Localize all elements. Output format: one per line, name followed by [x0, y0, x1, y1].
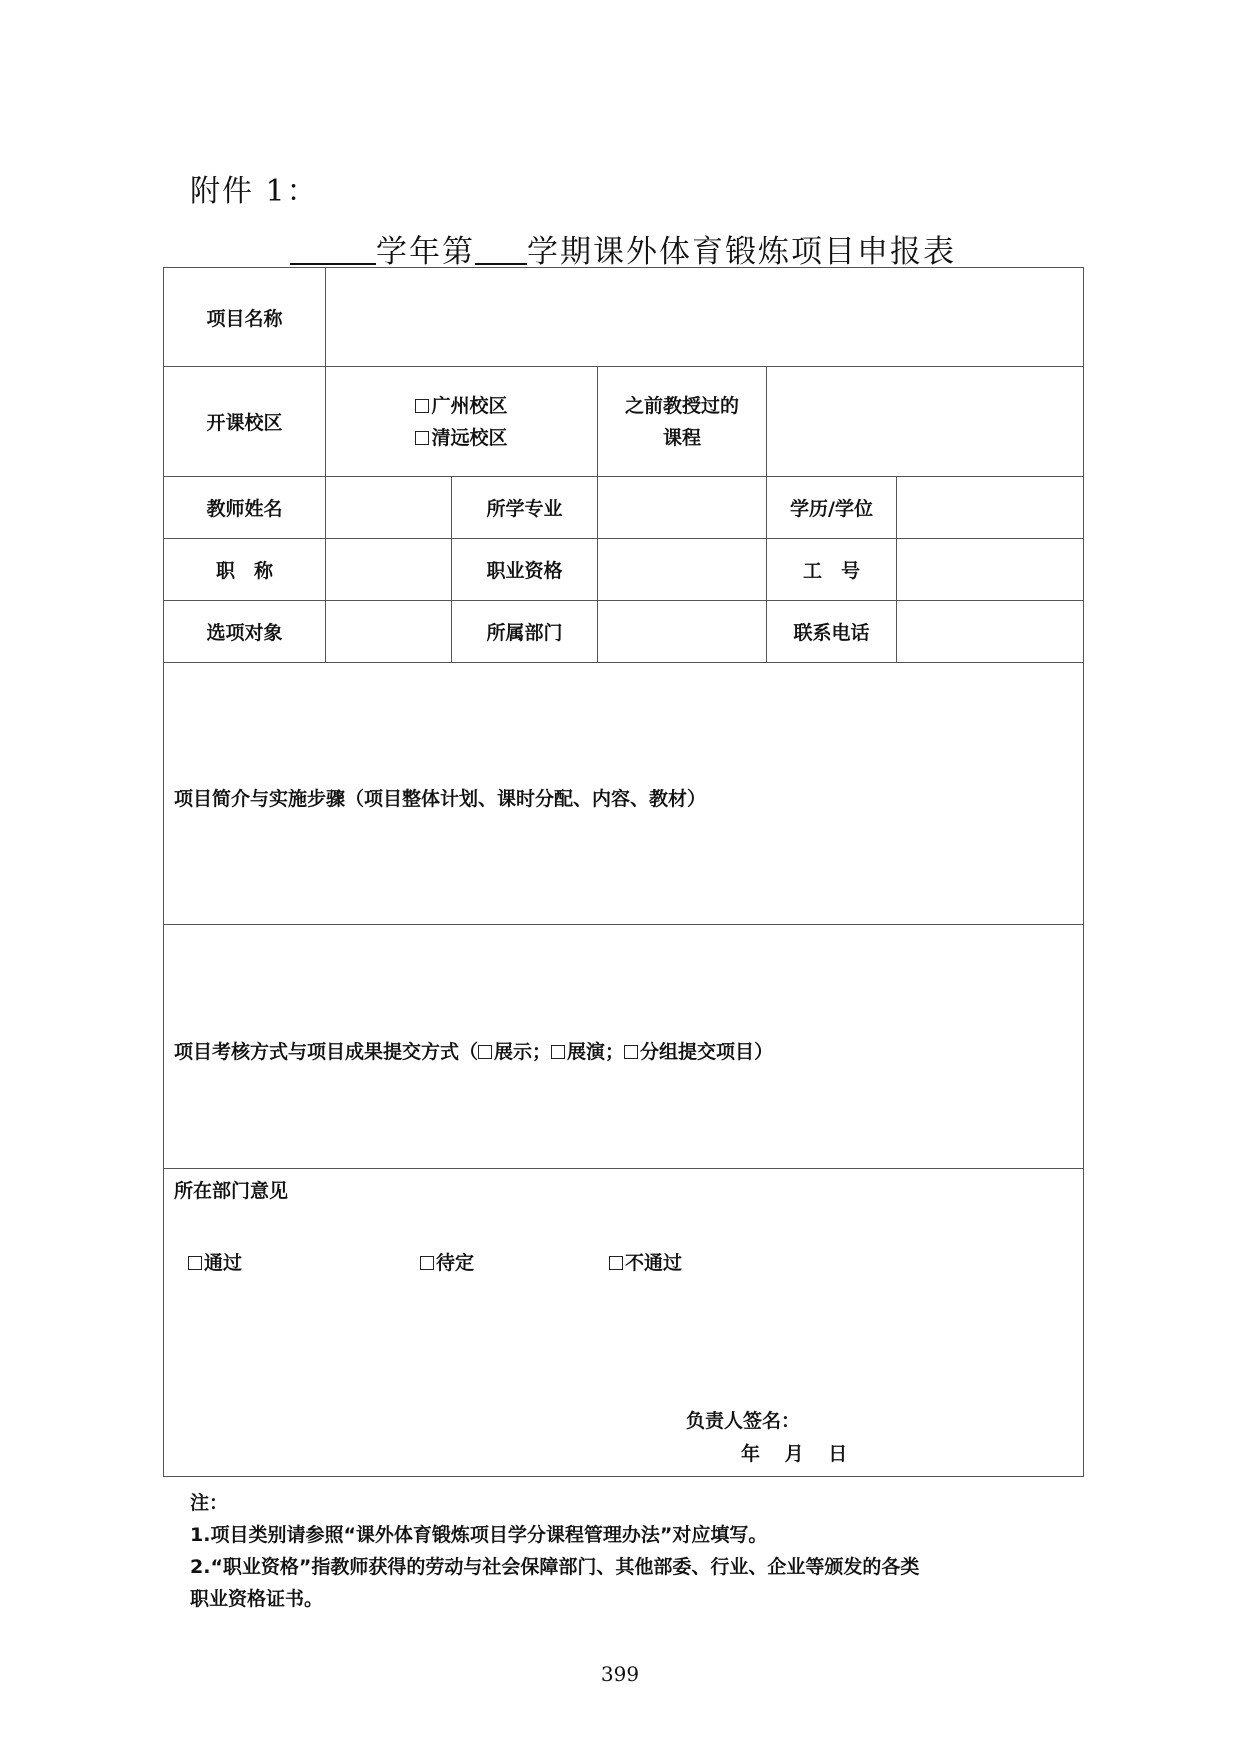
checkbox-icon[interactable] [478, 1045, 492, 1059]
checkbox-icon[interactable] [420, 1256, 434, 1270]
opinion-label: 所在部门意见 [174, 1180, 289, 1202]
job-title-field[interactable] [326, 539, 452, 601]
semester-blank[interactable] [475, 235, 527, 265]
campus-label: 开课校区 [164, 367, 326, 477]
campus-option-qingyuan[interactable]: 清远校区 [326, 422, 597, 454]
project-name-field[interactable] [326, 268, 1084, 367]
assessment-option-perform[interactable]: 展演； [551, 1041, 624, 1063]
signature-label: 负责人签名： [686, 1410, 801, 1432]
previous-courses-label: 之前教授过的 课程 [598, 367, 767, 477]
attachment-label: 附件 1： [190, 174, 319, 209]
major-field[interactable] [598, 477, 767, 539]
assessment-section: 项目考核方式与项目成果提交方式（ 展示； 展演； 分组提交项目） [164, 925, 1084, 1169]
note-item: 职业资格证书。 [190, 1588, 324, 1610]
opinion-option-approve[interactable]: 通过 [188, 1248, 242, 1275]
opinion-option-reject[interactable]: 不通过 [609, 1248, 682, 1275]
date-label: 年 月 日 [741, 1443, 848, 1465]
qualification-label: 职业资格 [452, 539, 598, 601]
target-students-label: 选项对象 [164, 601, 326, 663]
notes [190, 1487, 919, 1615]
checkbox-icon[interactable] [551, 1045, 565, 1059]
form-title [163, 226, 1083, 271]
campus-option-guangzhou[interactable]: 广州校区 [326, 390, 597, 422]
assessment-option-show[interactable]: 展示； [478, 1041, 551, 1063]
previous-courses-field[interactable] [767, 367, 1084, 477]
phone-label: 联系电话 [767, 601, 897, 663]
note-item: 1.项目类别请参照“课外体育锻炼项目学分课程管理办法”对应填写。 [190, 1524, 768, 1546]
major-label: 所学专业 [452, 477, 598, 539]
target-students-field[interactable] [326, 601, 452, 663]
teacher-name-field[interactable] [326, 477, 452, 539]
notes-heading: 注： [190, 1492, 229, 1514]
note-item: 2.“职业资格”指教师获得的劳动与社会保障部门、其他部委、行业、企业等颁发的各类 [190, 1556, 920, 1578]
department-opinion-section [164, 1169, 1084, 1477]
phone-field[interactable] [897, 601, 1084, 663]
department-field[interactable] [598, 601, 767, 663]
checkbox-icon[interactable] [415, 399, 429, 413]
degree-field[interactable] [897, 477, 1084, 539]
teacher-name-label: 教师姓名 [164, 477, 326, 539]
campus-options [326, 367, 598, 477]
assessment-option-group[interactable]: 分组提交项目 [624, 1041, 754, 1063]
project-name-label: 项目名称 [164, 268, 326, 367]
department-label: 所属部门 [452, 601, 598, 663]
project-intro-section[interactable] [164, 663, 1084, 925]
title-part-2: 学期课外体育锻炼项目申报表 [527, 234, 956, 270]
title-part-1: 学年第 [376, 234, 475, 270]
staff-id-field[interactable] [897, 539, 1084, 601]
checkbox-icon[interactable] [188, 1256, 202, 1270]
academic-year-blank[interactable] [290, 235, 376, 265]
checkbox-icon[interactable] [624, 1045, 638, 1059]
job-title-label: 职 称 [164, 539, 326, 601]
application-form-table [163, 267, 1084, 1477]
project-intro-label: 项目简介与实施步骤（项目整体计划、课时分配、内容、教材） [174, 788, 707, 810]
page-number: 399 [600, 1662, 640, 1686]
staff-id-label: 工 号 [767, 539, 897, 601]
degree-label: 学历/学位 [767, 477, 897, 539]
opinion-option-pending[interactable]: 待定 [420, 1248, 474, 1275]
qualification-field[interactable] [598, 539, 767, 601]
checkbox-icon[interactable] [415, 431, 429, 445]
checkbox-icon[interactable] [609, 1256, 623, 1270]
